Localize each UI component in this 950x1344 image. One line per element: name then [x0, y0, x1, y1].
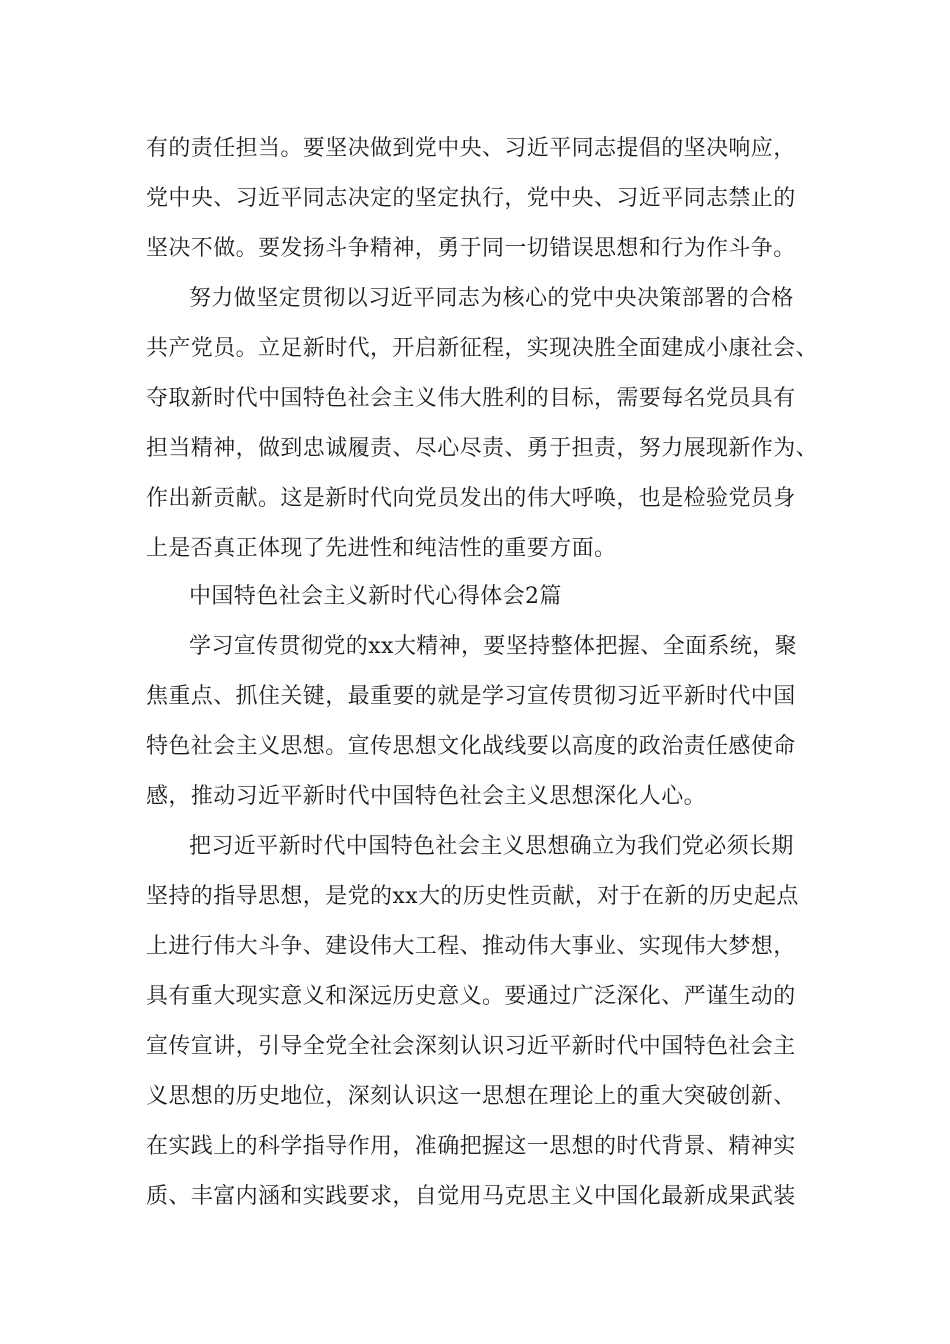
text-line: 上进行伟大斗争、建设伟大工程、推动伟大事业、实现伟大梦想，	[146, 934, 796, 959]
text-line: 坚决不做。要发扬斗争精神，勇于同一切错误思想和行为作斗争。	[146, 236, 796, 261]
section-heading: 中国特色社会主义新时代心得体会2篇	[189, 584, 562, 609]
text-line: 坚持的指导思想，是党的xx大的历史性贡献，对于在新的历史起点	[146, 884, 799, 909]
text-line: 在实践上的科学指导作用，准确把握这一思想的时代背景、精神实	[146, 1134, 796, 1159]
text-line: 具有重大现实意义和深远历史意义。要通过广泛深化、严谨生动的	[146, 984, 796, 1009]
paragraph-start-line: 学习宣传贯彻党的xx大精神，要坚持整体把握、全面系统，聚	[189, 634, 798, 659]
text-line: 作出新贡献。这是新时代向党员发出的伟大呼唤，也是检验党员身	[146, 486, 796, 511]
text-line: 党中央、习近平同志决定的坚定执行，党中央、习近平同志禁止的	[146, 186, 796, 211]
paragraph-start-line: 努力做坚定贯彻以习近平同志为核心的党中央决策部署的合格	[189, 286, 794, 311]
text-line: 共产党员。立足新时代，开启新征程，实现决胜全面建成小康社会、	[146, 336, 819, 361]
text-line: 担当精神，做到忠诚履责、尽心尽责、勇于担责，努力展现新作为、	[146, 436, 819, 461]
text-line: 义思想的历史地位，深刻认识这一思想在理论上的重大突破创新、	[146, 1084, 796, 1109]
text-line: 上是否真正体现了先进性和纯洁性的重要方面。	[146, 536, 617, 561]
text-line: 宣传宣讲，引导全党全社会深刻认识习近平新时代中国特色社会主	[146, 1034, 796, 1059]
text-line: 质、丰富内涵和实践要求，自觉用马克思主义中国化最新成果武装	[146, 1184, 796, 1209]
text-line: 有的责任担当。要坚决做到党中央、习近平同志提倡的坚决响应，	[146, 136, 796, 161]
text-line: 焦重点、抓住关键，最重要的就是学习宣传贯彻习近平新时代中国	[146, 684, 796, 709]
text-line: 夺取新时代中国特色社会主义伟大胜利的目标，需要每名党员具有	[146, 386, 796, 411]
text-line: 特色社会主义思想。宣传思想文化战线要以高度的政治责任感使命	[146, 734, 796, 759]
text-line: 感，推动习近平新时代中国特色社会主义思想深化人心。	[146, 784, 707, 809]
paragraph-start-line: 把习近平新时代中国特色社会主义思想确立为我们党必须长期	[189, 834, 794, 859]
